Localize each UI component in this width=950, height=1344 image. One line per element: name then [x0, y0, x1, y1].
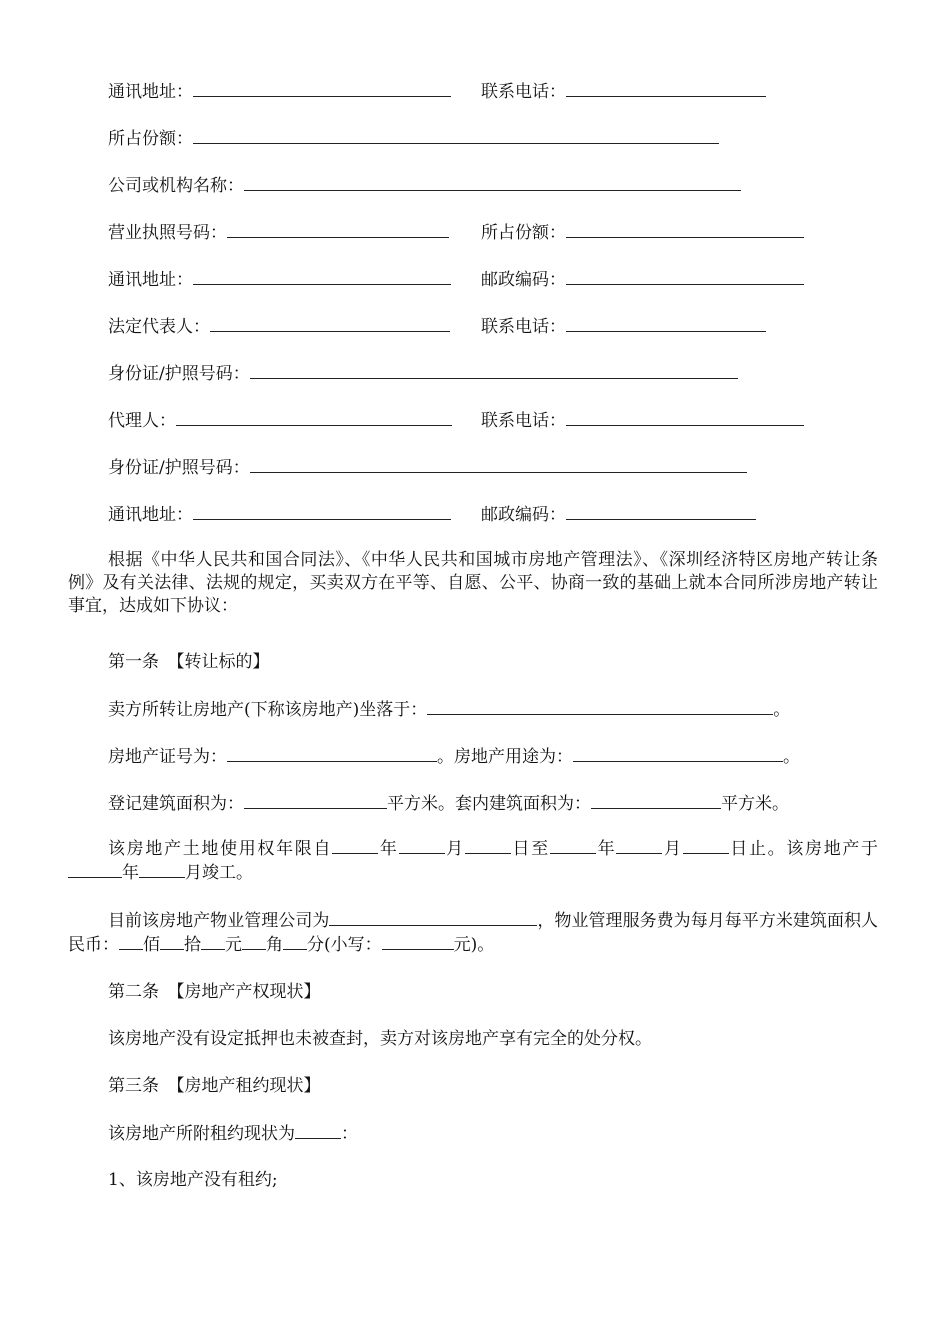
- lease-status-label: 该房地产所附租约现状为: [108, 1124, 295, 1144]
- start-month-field[interactable]: [399, 837, 445, 854]
- property-location-field[interactable]: [427, 697, 773, 715]
- property-location-label: 卖方所转让房地产(下称该房地产)坐落于：: [108, 700, 428, 720]
- id-passport-label: 身份证/护照号码：: [108, 364, 250, 384]
- mailing-address-label: 通讯地址：: [108, 505, 193, 525]
- land-text: 该房地产土地使用权年限自: [108, 839, 333, 859]
- share-row-1: [108, 126, 719, 150]
- day-label: 日止。该房地产于: [728, 839, 879, 859]
- mailing-address-row-1: [108, 79, 451, 103]
- phone-field[interactable]: [566, 79, 766, 97]
- unit-bai: 佰: [143, 935, 160, 955]
- phone-label: 联系电话：: [481, 411, 566, 431]
- postal-code-row-2: [481, 502, 756, 526]
- id-passport-field[interactable]: [250, 455, 747, 473]
- mailing-address-label: 通讯地址：: [108, 270, 193, 290]
- id-passport-row-1: [108, 361, 738, 385]
- colon-mark: ：: [341, 1124, 358, 1144]
- mailing-address-field[interactable]: [193, 267, 451, 285]
- inner-area-label: 平方米。套内建筑面积为：: [387, 794, 591, 814]
- lease-status-row: [108, 1121, 358, 1145]
- id-passport-row-2: [108, 455, 747, 479]
- completion-month-field[interactable]: [139, 861, 185, 878]
- share-field[interactable]: [566, 220, 804, 238]
- phone-row-1: [481, 79, 766, 103]
- mailing-address-row-2: [108, 267, 451, 291]
- mailing-address-label: 通讯地址：: [108, 82, 193, 102]
- completion-year-field[interactable]: [68, 861, 122, 878]
- company-name-row: [108, 173, 741, 197]
- month-label: 月竣工。: [185, 863, 253, 883]
- phone-field[interactable]: [566, 314, 766, 332]
- unit-yuan-end: 元)。: [453, 935, 495, 955]
- period-mark: 。: [773, 700, 791, 720]
- property-rights-text: 该房地产没有设定抵押也未被查封，卖方对该房地产享有完全的处分权。: [108, 1029, 652, 1049]
- mailing-address-field[interactable]: [193, 79, 451, 97]
- fee-jiao-field[interactable]: [242, 933, 266, 950]
- unit-shi: 拾: [184, 935, 201, 955]
- day-label: 日至: [510, 839, 550, 859]
- postal-code-field[interactable]: [566, 267, 804, 285]
- share-row-2: [481, 220, 804, 244]
- use-label: 。房地产用途为：: [437, 747, 573, 767]
- legal-rep-field[interactable]: [210, 314, 450, 332]
- end-day-field[interactable]: [683, 837, 729, 854]
- fee-numeric-field[interactable]: [382, 933, 454, 950]
- inner-area-field[interactable]: [591, 791, 721, 809]
- postal-code-row-1: [481, 267, 804, 291]
- company-name-label: 公司或机构名称：: [108, 176, 244, 196]
- phone-row-2: [481, 314, 766, 338]
- unit-fen: 分(小写：: [307, 935, 382, 955]
- start-year-field[interactable]: [332, 837, 378, 854]
- property-management-paragraph: [68, 909, 878, 957]
- fee-fen-field[interactable]: [283, 933, 307, 950]
- certificate-label: 房地产证号为：: [108, 747, 227, 767]
- fee-yuan-field[interactable]: [201, 933, 225, 950]
- certificate-field[interactable]: [227, 744, 437, 762]
- legal-rep-label: 法定代表人：: [108, 317, 210, 337]
- company-name-field[interactable]: [244, 173, 741, 191]
- month-label: 月: [662, 839, 683, 859]
- year-label: 年: [595, 839, 617, 859]
- agent-field[interactable]: [176, 408, 452, 426]
- article-3-heading: 第三条 【房地产租约现状】: [108, 1076, 321, 1096]
- license-row: [108, 220, 449, 244]
- license-field[interactable]: [227, 220, 449, 238]
- end-year-field[interactable]: [550, 837, 596, 854]
- agent-row: [108, 408, 452, 432]
- postal-code-field[interactable]: [566, 502, 756, 520]
- unit-jiao: 角: [266, 935, 283, 955]
- fee-shi-field[interactable]: [160, 933, 184, 950]
- id-passport-field[interactable]: [250, 361, 738, 379]
- land-use-paragraph: [68, 837, 878, 885]
- registered-area-label: 登记建筑面积为：: [108, 794, 244, 814]
- area-row: [108, 791, 789, 815]
- year-label: 年: [378, 839, 399, 859]
- phone-row-3: [481, 408, 804, 432]
- share-label: 所占份额：: [481, 223, 566, 243]
- phone-field[interactable]: [566, 408, 804, 426]
- license-label: 营业执照号码：: [108, 223, 227, 243]
- article-1-heading: 第一条 【转让标的】: [108, 652, 270, 672]
- id-passport-label: 身份证/护照号码：: [108, 458, 250, 478]
- certificate-use-row: [108, 744, 800, 768]
- fee-bai-field[interactable]: [119, 933, 143, 950]
- management-text: 目前该房地产物业管理公司为: [108, 911, 330, 931]
- article-2-heading: 第二条 【房地产产权现状】: [108, 982, 321, 1002]
- lease-status-field[interactable]: [295, 1121, 341, 1139]
- mailing-address-row-3: [108, 502, 451, 526]
- lease-item-1: 1、该房地产没有租约;: [108, 1170, 278, 1190]
- end-month-field[interactable]: [616, 837, 662, 854]
- postal-code-label: 邮政编码：: [481, 270, 566, 290]
- area-unit: 平方米。: [721, 794, 789, 814]
- month-label: 月: [444, 839, 465, 859]
- registered-area-field[interactable]: [244, 791, 387, 809]
- share-label: 所占份额：: [108, 129, 193, 149]
- management-fee-text: ，物业管理服务费为每月每平方米建筑面积人民币：: [68, 911, 879, 955]
- postal-code-label: 邮政编码：: [481, 505, 566, 525]
- management-company-field[interactable]: [329, 909, 537, 926]
- year-label: 年: [122, 863, 139, 883]
- intro-paragraph: 根据《中华人民共和国合同法》、《中华人民共和国城市房地产管理法》、《深圳经济特区房地产转让条例》及有关法律、法规的规定，买卖双方在平等、自愿、公平、协商一致的基础上就本合同所涉房地产转让事宜，达成如下协议：: [68, 550, 878, 616]
- unit-yuan: 元: [225, 935, 242, 955]
- use-field[interactable]: [573, 744, 783, 762]
- share-field[interactable]: [193, 126, 719, 144]
- agent-label: 代理人：: [108, 411, 176, 431]
- start-day-field[interactable]: [465, 837, 511, 854]
- phone-label: 联系电话：: [481, 317, 566, 337]
- legal-rep-row: [108, 314, 450, 338]
- mailing-address-field[interactable]: [193, 502, 451, 520]
- property-location-row: [108, 697, 790, 721]
- phone-label: 联系电话：: [481, 82, 566, 102]
- period-mark: 。: [783, 747, 800, 767]
